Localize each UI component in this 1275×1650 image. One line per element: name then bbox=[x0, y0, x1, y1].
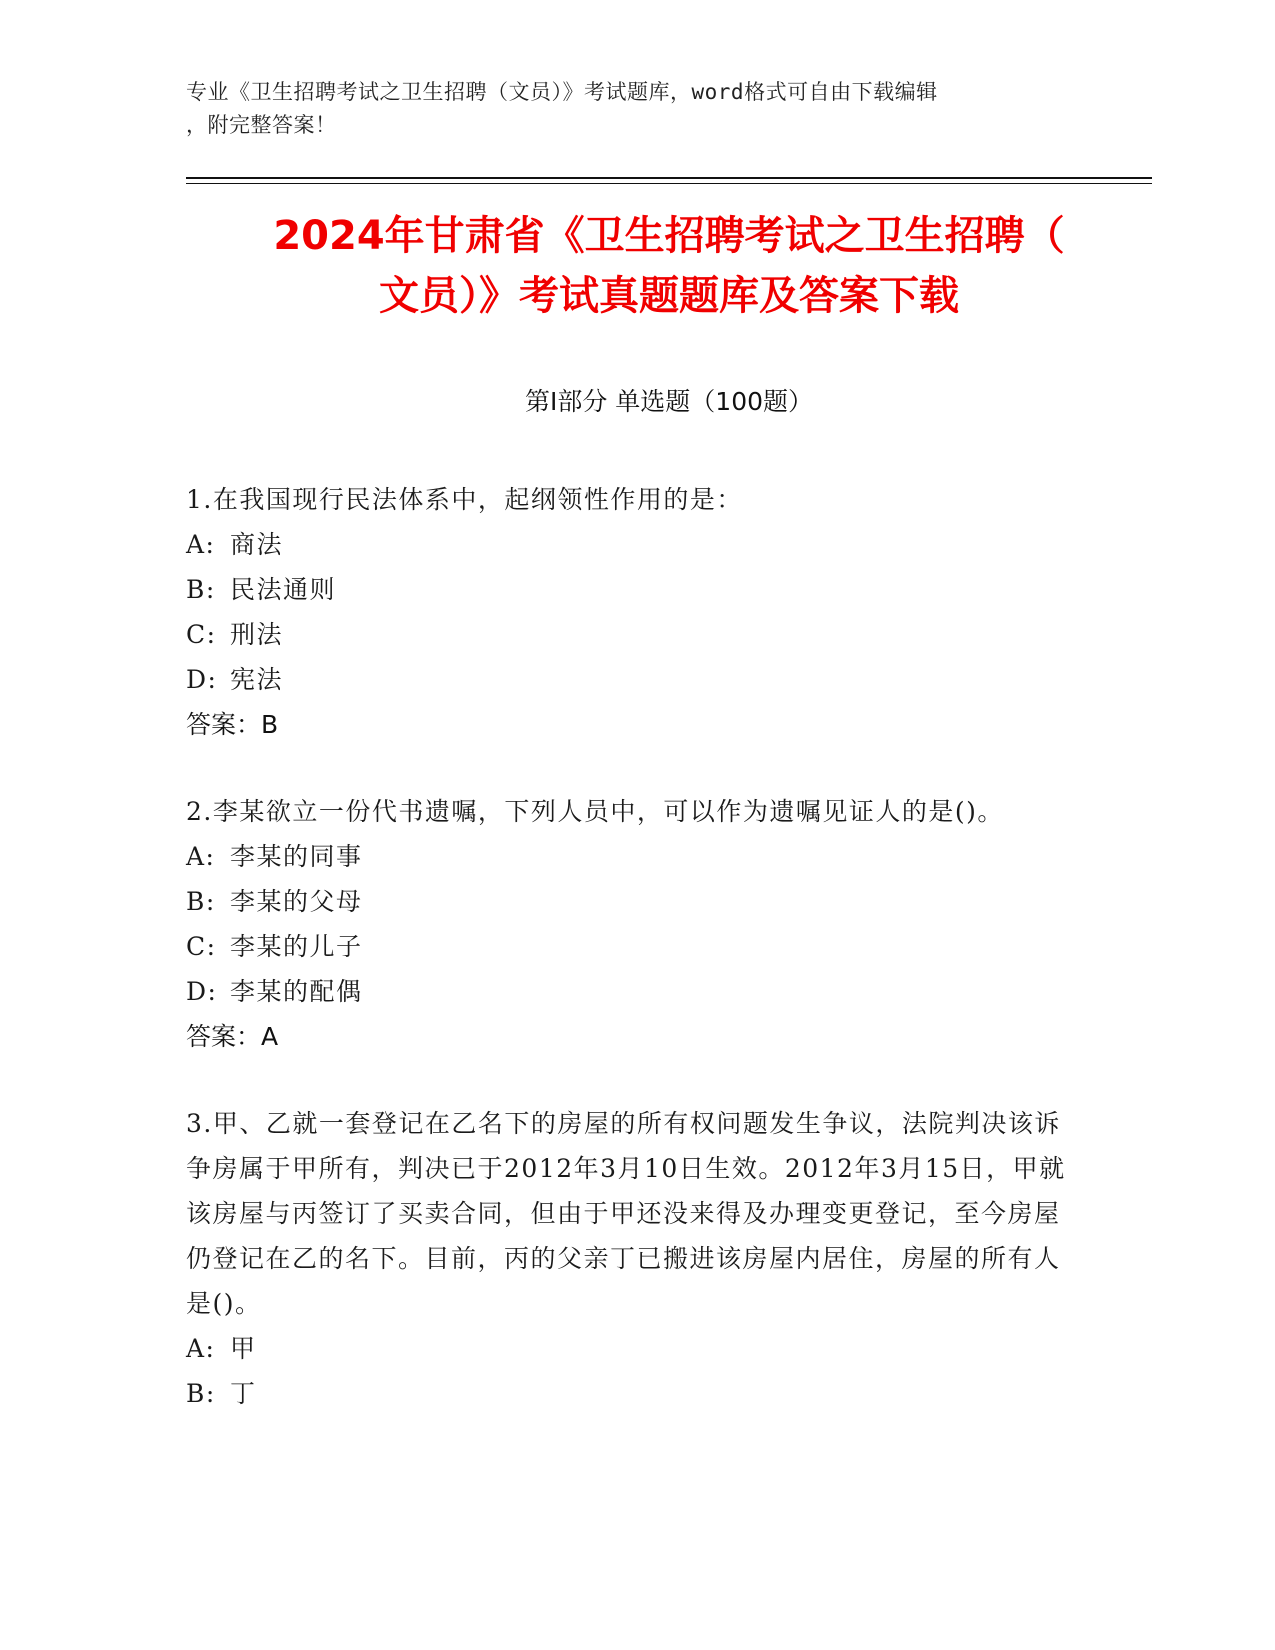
question-stem: 2.李某欲立一份代书遗嘱，下列人员中，可以作为遗嘱见证人的是()。 bbox=[186, 797, 1004, 826]
option-text: 宪法 bbox=[230, 665, 284, 694]
header-divider-thick bbox=[186, 177, 1152, 179]
title-line-1: 2024年甘肃省《卫生招聘考试之卫生招聘（ bbox=[273, 213, 1065, 259]
option-d bbox=[186, 969, 1066, 1014]
option-text: 甲 bbox=[230, 1334, 257, 1363]
option-a bbox=[186, 1326, 1066, 1371]
question-stem: 1.在我国现行民法体系中，起纲领性作用的是： bbox=[186, 485, 743, 514]
option-b bbox=[186, 879, 1066, 924]
option-text: 李某的儿子 bbox=[230, 932, 363, 961]
option-text: 李某的父母 bbox=[230, 887, 363, 916]
option-c bbox=[186, 612, 1066, 657]
option-text: 丁 bbox=[230, 1379, 257, 1408]
option-key: A: bbox=[186, 530, 216, 559]
option-b bbox=[186, 1371, 1066, 1416]
option-key: D: bbox=[186, 977, 218, 1006]
option-key: A: bbox=[186, 842, 216, 871]
option-d bbox=[186, 657, 1066, 702]
option-text: 李某的配偶 bbox=[230, 977, 363, 1006]
answer-line: 答案：A bbox=[186, 1022, 279, 1051]
option-key: D: bbox=[186, 665, 218, 694]
header-divider-thin bbox=[186, 183, 1152, 184]
question-3 bbox=[186, 1101, 1066, 1416]
option-key: A: bbox=[186, 1334, 216, 1363]
option-c bbox=[186, 924, 1066, 969]
question-list bbox=[186, 477, 1066, 1458]
option-key: B: bbox=[186, 887, 216, 916]
title-line-2: 文员）》考试真题题库及答案下载 bbox=[379, 273, 959, 319]
header-line-2: ，附完整答案！ bbox=[186, 113, 337, 137]
option-a bbox=[186, 834, 1066, 879]
question-1 bbox=[186, 477, 1066, 747]
option-key: B: bbox=[186, 575, 216, 604]
header-line-1: 专业《卫生招聘考试之卫生招聘（文员）》考试题库，word格式可自由下载编辑 bbox=[186, 80, 938, 104]
question-stem: 3.甲、乙就一套登记在乙名下的房屋的所有权问题发生争议，法院判决该诉争房属于甲所有，判决已于2012年3月10日生效。2012年3月15日，甲就该房屋与丙签订了买卖合同，但由于甲还没来得及办理变更登记，至今房屋仍登记在乙的名下。目前，丙的父亲丁已搬进该房屋内居住，房屋的所有人是()。 bbox=[186, 1109, 1066, 1318]
answer-line: 答案：B bbox=[186, 710, 279, 739]
option-text: 李某的同事 bbox=[230, 842, 363, 871]
section-title: 第Ⅰ部分 单选题（100题） bbox=[524, 387, 814, 416]
question-2 bbox=[186, 789, 1066, 1059]
option-b bbox=[186, 567, 1066, 612]
option-text: 民法通则 bbox=[230, 575, 337, 604]
option-text: 商法 bbox=[230, 530, 284, 559]
option-text: 刑法 bbox=[230, 620, 284, 649]
option-key: C: bbox=[186, 620, 217, 649]
document-title bbox=[186, 206, 1152, 326]
option-key: C: bbox=[186, 932, 217, 961]
document-header bbox=[186, 76, 1066, 142]
option-a bbox=[186, 522, 1066, 567]
option-key: B: bbox=[186, 1379, 216, 1408]
